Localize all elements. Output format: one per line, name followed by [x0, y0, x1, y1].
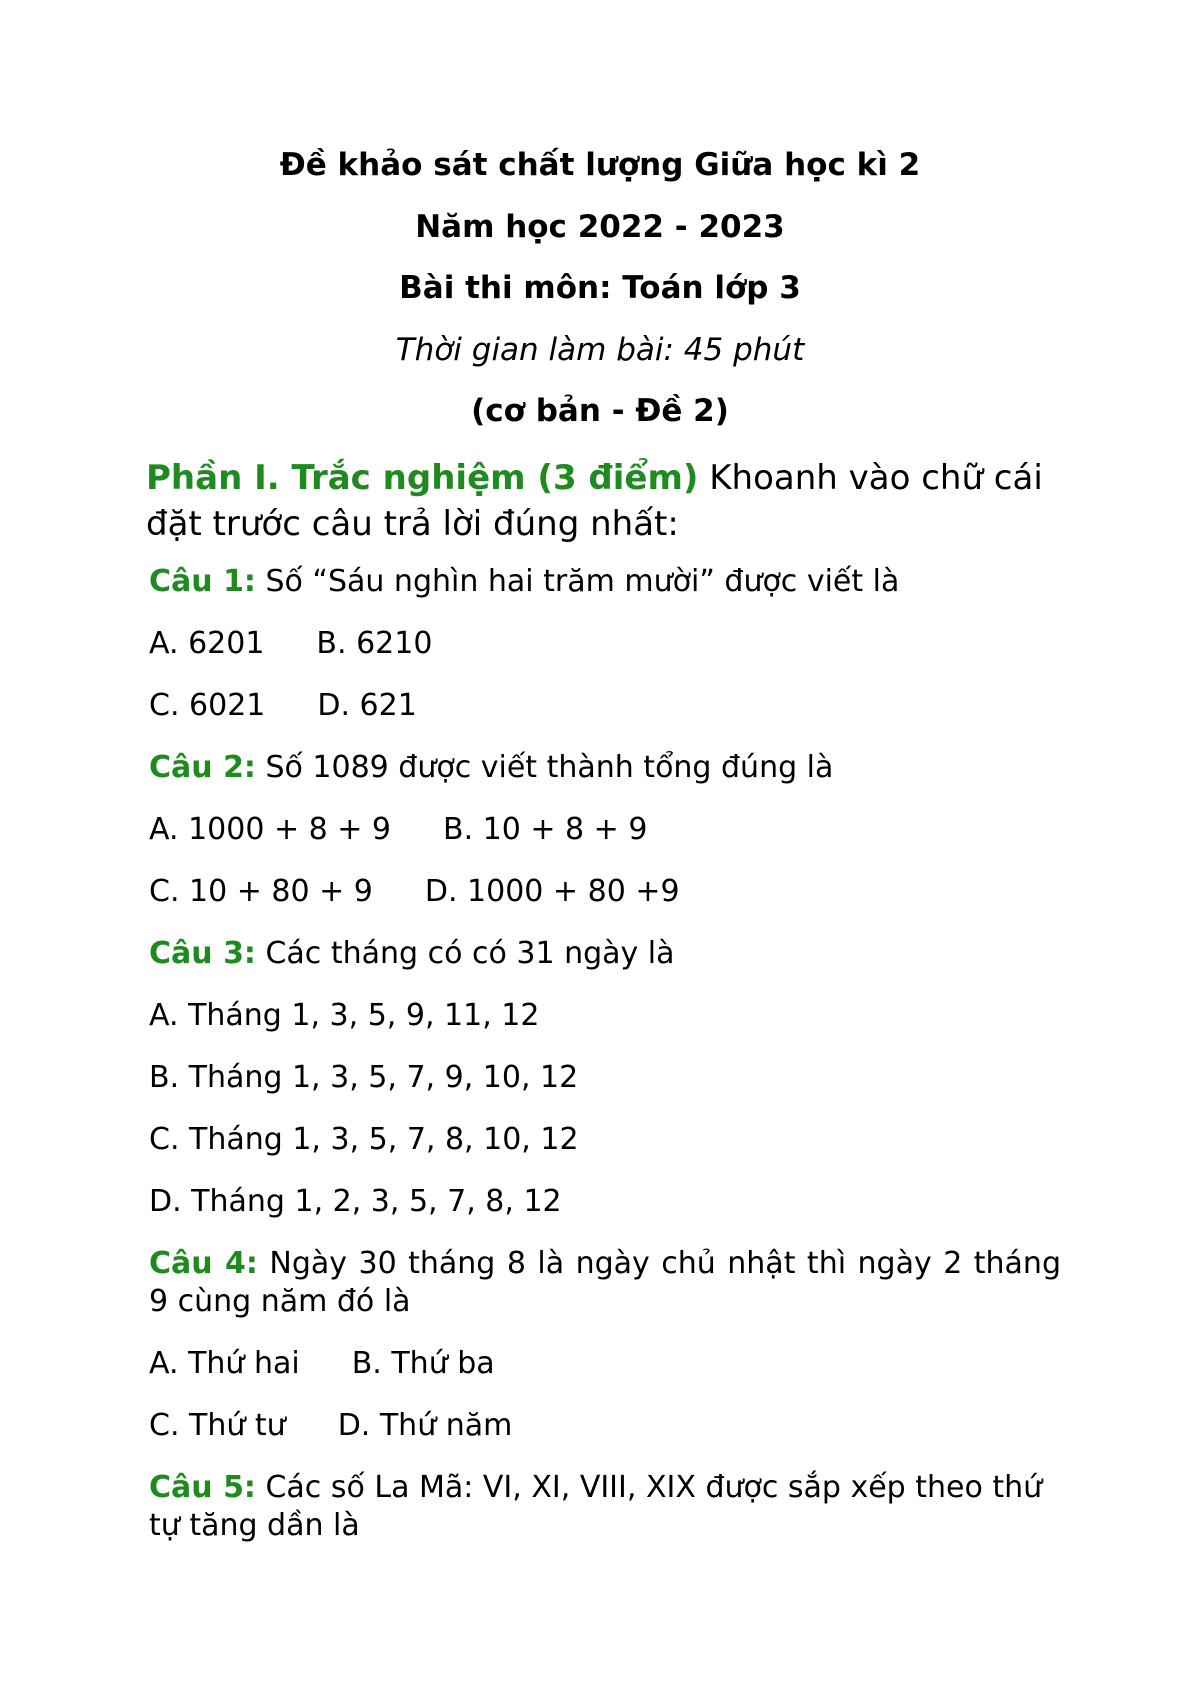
q1-option-d: D. 621	[317, 688, 417, 723]
q4-option-d: D. Thứ năm	[337, 1408, 513, 1443]
question-2-options-row-2	[149, 873, 680, 911]
q1-option-c: C. 6021	[149, 688, 266, 723]
exam-title: Đề khảo sát chất lượng Giữa học kì 2	[279, 147, 921, 183]
exam-variant: (cơ bản - Đề 2)	[471, 393, 729, 429]
q3-option-b: B. Tháng 1, 3, 5, 7, 9, 10, 12	[149, 1060, 579, 1095]
q2-option-d: D. 1000 + 80 +9	[424, 874, 680, 909]
subject: Bài thi môn: Toán lớp 3	[399, 270, 801, 306]
question-5-text: Các số La Mã: VI, XI, VIII, XIX được sắp xếp theo thứ tự tăng dần là	[149, 1470, 1043, 1543]
question-3	[149, 935, 1061, 973]
q2-option-a: A. 1000 + 8 + 9	[149, 812, 392, 847]
question-1-options-row-2	[149, 687, 417, 725]
question-3-text: Các tháng có có 31 ngày là	[255, 936, 675, 971]
question-3-label: Câu 3:	[149, 936, 256, 971]
q4-option-a: A. Thứ hai	[149, 1346, 300, 1381]
question-2-options-row-1	[149, 811, 647, 849]
q4-option-c: C. Thứ tư	[149, 1408, 286, 1443]
question-2	[149, 749, 1061, 787]
q1-option-a: A. 6201	[149, 626, 265, 661]
q3-option-c: C. Tháng 1, 3, 5, 7, 8, 10, 12	[149, 1122, 579, 1157]
question-1	[149, 563, 1061, 601]
question-4-options-row-1	[149, 1345, 495, 1383]
part1-heading-block	[146, 455, 1061, 547]
question-2-text: Số 1089 được viết thành tổng đúng là	[255, 750, 834, 785]
question-5	[149, 1469, 1061, 1545]
question-1-options-row-1	[149, 625, 432, 663]
question-4-text: Ngày 30 tháng 8 là ngày chủ nhật thì ngày 2 tháng 9 cùng năm đó là	[149, 1246, 1061, 1319]
part1-heading: Phần I. Trắc nghiệm (3 điểm)	[146, 458, 699, 498]
question-1-text: Số “Sáu nghìn hai trăm mười” được viết là	[255, 564, 900, 599]
school-year: Năm học 2022 - 2023	[415, 209, 785, 245]
q3-option-a: A. Tháng 1, 3, 5, 9, 11, 12	[149, 998, 540, 1033]
q1-option-b: B. 6210	[316, 626, 433, 661]
question-4-label: Câu 4:	[149, 1246, 258, 1281]
q2-option-c: C. 10 + 80 + 9	[149, 874, 373, 909]
part1-instruction: Khoanh vào chữ cái đặt trước câu trả lời đúng nhất:	[146, 458, 1043, 544]
question-2-label: Câu 2:	[149, 750, 256, 785]
q3-option-d: D. Tháng 1, 2, 3, 5, 7, 8, 12	[149, 1184, 562, 1219]
duration: Thời gian làm bài: 45 phút	[395, 332, 805, 368]
question-1-label: Câu 1:	[149, 564, 256, 599]
question-5-label: Câu 5:	[149, 1470, 256, 1505]
question-4-options-row-2	[149, 1407, 512, 1445]
q2-option-b: B. 10 + 8 + 9	[443, 812, 648, 847]
q4-option-b: B. Thứ ba	[351, 1346, 495, 1381]
question-4	[149, 1245, 1061, 1321]
